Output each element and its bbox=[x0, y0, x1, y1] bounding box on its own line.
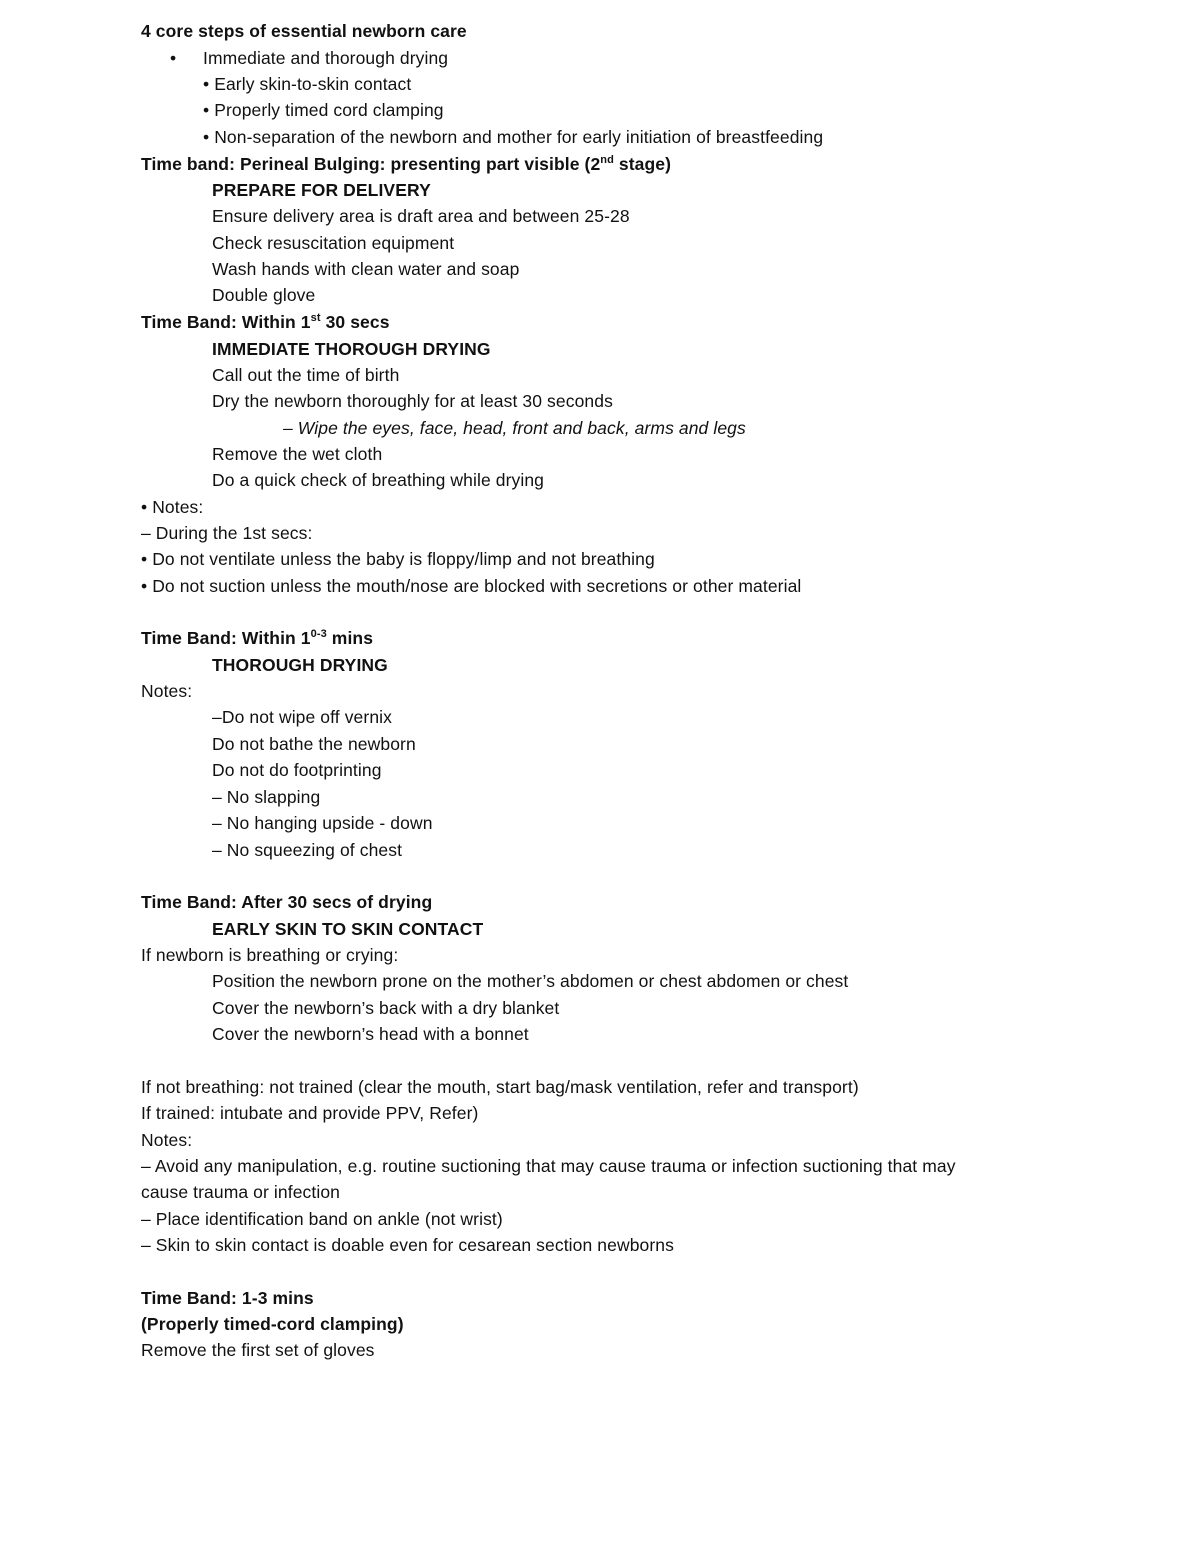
intro-step-1: Immediate and thorough drying bbox=[203, 48, 449, 68]
band4-line-4: – Avoid any manipulation, e.g. routine suctioning that may cause trauma or infection suctioning that may bbox=[141, 1156, 956, 1176]
band1-subtitle: PREPARE FOR DELIVERY bbox=[212, 180, 431, 200]
band1-item-3: Wash hands with clean water and soap bbox=[212, 259, 520, 279]
band1-item-2: Check resuscitation equipment bbox=[212, 233, 455, 253]
band3-subtitle: THOROUGH DRYING bbox=[212, 655, 388, 675]
band2-item-4: Remove the wet cloth bbox=[212, 444, 383, 464]
band4-line-5: cause trauma or infection bbox=[141, 1182, 340, 1202]
band3-item-2: Do not bathe the newborn bbox=[212, 734, 416, 754]
band4-line-7: – Skin to skin contact is doable even for cesarean section newborns bbox=[141, 1235, 674, 1255]
band3-item-4: – No slapping bbox=[212, 787, 321, 807]
band3-item-1: –Do not wipe off vernix bbox=[212, 707, 392, 727]
band4-item-1: Position the newborn prone on the mother’s abdomen or chest abdomen or chest bbox=[212, 971, 849, 991]
intro-step-2: • Early skin-to-skin contact bbox=[203, 74, 412, 94]
band2-item-5: Do a quick check of breathing while drying bbox=[212, 470, 545, 490]
band1-item-1: Ensure delivery area is draft area and between 25-28 bbox=[212, 206, 630, 226]
band3-item-6: – No squeezing of chest bbox=[212, 840, 403, 860]
band3-item-5: – No hanging upside - down bbox=[212, 813, 433, 833]
band2-item-3: – Wipe the eyes, face, head, front and back, arms and legs bbox=[283, 418, 746, 438]
band2-note-4: • Do not suction unless the mouth/nose are blocked with secretions or other material bbox=[141, 576, 802, 596]
band2-title: Time Band: Within 1st 30 secs bbox=[141, 312, 390, 332]
band1-title: Time band: Perineal Bulging: presenting part visible (2nd stage) bbox=[141, 154, 672, 174]
intro-step-bullet: • bbox=[170, 48, 177, 68]
band2-item-1: Call out the time of birth bbox=[212, 365, 400, 385]
band4-title: Time Band: After 30 secs of drying bbox=[141, 892, 433, 912]
band5-title: Time Band: 1-3 mins bbox=[141, 1288, 314, 1308]
band4-line-6: – Place identification band on ankle (not wrist) bbox=[141, 1209, 503, 1229]
band2-note-1: • Notes: bbox=[141, 497, 204, 517]
band4-line-2: If trained: intubate and provide PPV, Refer) bbox=[141, 1103, 479, 1123]
intro-step-3: • Properly timed cord clamping bbox=[203, 100, 444, 120]
band2-item-2: Dry the newborn thoroughly for at least 30 seconds bbox=[212, 391, 613, 411]
band2-note-2: – During the 1st secs: bbox=[141, 523, 313, 543]
band1-item-4: Double glove bbox=[212, 285, 316, 305]
band4-line-3: Notes: bbox=[141, 1130, 193, 1150]
band4-subtitle: EARLY SKIN TO SKIN CONTACT bbox=[212, 919, 484, 939]
band3-title: Time Band: Within 1$^{0-3}$ mins bbox=[141, 628, 374, 648]
intro-step-4: • Non-separation of the newborn and mother for early initiation of breastfeeding bbox=[203, 127, 824, 147]
band4-item-2: Cover the newborn’s back with a dry blanket bbox=[212, 998, 560, 1018]
intro-title: 4 core steps of essential newborn care bbox=[141, 21, 467, 41]
band3-item-3: Do not do footprinting bbox=[212, 760, 382, 780]
band2-note-3: • Do not ventilate unless the baby is floppy/limp and not breathing bbox=[141, 549, 655, 569]
band4-line-1: If not breathing: not trained (clear the mouth, start bag/mask ventilation, refer and transport) bbox=[141, 1077, 859, 1097]
band2-subtitle: IMMEDIATE THOROUGH DRYING bbox=[212, 339, 491, 359]
band4-condition: If newborn is breathing or crying: bbox=[141, 945, 399, 965]
band5-item-1: Remove the first set of gloves bbox=[141, 1340, 375, 1360]
band3-notes-label: Notes: bbox=[141, 681, 193, 701]
band5-subtitle: (Properly timed-cord clamping) bbox=[141, 1314, 404, 1334]
band4-item-3: Cover the newborn’s head with a bonnet bbox=[212, 1024, 529, 1044]
